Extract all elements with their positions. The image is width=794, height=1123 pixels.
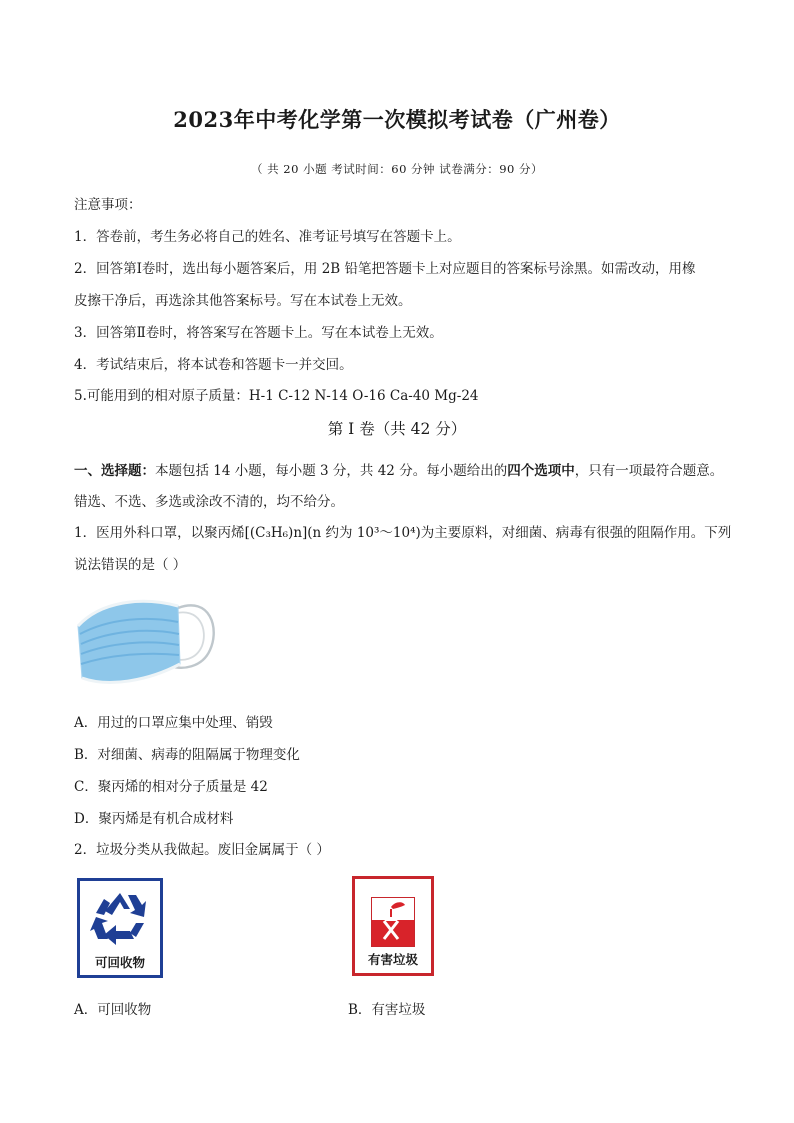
recyclable-sign [77, 878, 163, 978]
section-intro-label: 一、选择题： [74, 463, 155, 479]
q2-option-b: B．有害垃圾 [348, 1002, 426, 1018]
q2-option-a: A．可回收物 [74, 1002, 152, 1018]
surgical-mask-image [70, 588, 220, 698]
q1-option-c: C．聚丙烯的相对分子质量是 42 [74, 779, 268, 795]
section-title: 第 I 卷（共 42 分） [327, 420, 467, 438]
notice-item-4: 4．考试结束后，将本试卷和答题卡一并交回。 [74, 357, 353, 373]
notice-item-5: 5.可能用到的相对原子质量：H-1 C-12 N-14 O-16 Ca-40 Mg-24 [74, 388, 479, 404]
hazardous-waste-icon [371, 897, 415, 947]
section-intro-line-1 [74, 459, 723, 479]
recyclable-sign-label: 可回收物 [94, 955, 145, 970]
notice-item-2-line-1: 2．回答第Ⅰ卷时，选出每小题答案后，用 2B 铅笔把答题卡上对应题目的答案标号涂黑。如需改动，用橡 [74, 261, 696, 277]
q1-option-b: B．对细菌、病毒的阻隔属于物理变化 [74, 747, 300, 763]
notice-item-3: 3．回答第Ⅱ卷时，将答案写在答题卡上。写在本试卷上无效。 [74, 325, 443, 341]
notice-item-1: 1．答卷前，考生务必将自己的姓名、准考证号填写在答题卡上。 [74, 229, 461, 245]
hazardous-sign [352, 876, 434, 976]
q2-stem: 2．垃圾分类从我做起。废旧金属属于（ ） [74, 842, 330, 858]
exam-subtitle: （ 共 20 小题 考试时间：60 分钟 试卷满分：90 分） [251, 162, 543, 176]
section-intro-line-2: 错选、不选、多选或涂改不清的，均不给分。 [74, 494, 344, 510]
recycle-icon [90, 887, 150, 951]
notice-item-2-line-2: 皮擦干净后，再选涂其他答案标号。写在本试卷上无效。 [74, 293, 412, 309]
q1-stem-line-2: 说法错误的是（ ） [74, 557, 187, 573]
hazardous-sign-label: 有害垃圾 [367, 952, 418, 967]
q1-option-a: A．用过的口罩应集中处理、销毁 [74, 715, 273, 731]
q1-option-d: D．聚丙烯是有机合成材料 [74, 811, 234, 827]
exam-title: 2023年中考化学第一次模拟考试卷（广州卷） [173, 107, 621, 132]
q1-stem-line-1: 1．医用外科口罩，以聚丙烯[(C₃H₆)n](n 约为 10³～10⁴)为主要原料，对细菌、病毒有很强的阻隔作用。下列 [74, 525, 732, 541]
notice-heading: 注意事项： [74, 197, 142, 213]
section-intro-emphasis: 四个选项中 [507, 463, 575, 479]
section-intro-text-end: ，只有一项最符合题意。 [574, 463, 724, 479]
section-intro-text: 本题包括 14 小题，每小题 3 分，共 42 分。每小题给出的 [155, 463, 508, 479]
